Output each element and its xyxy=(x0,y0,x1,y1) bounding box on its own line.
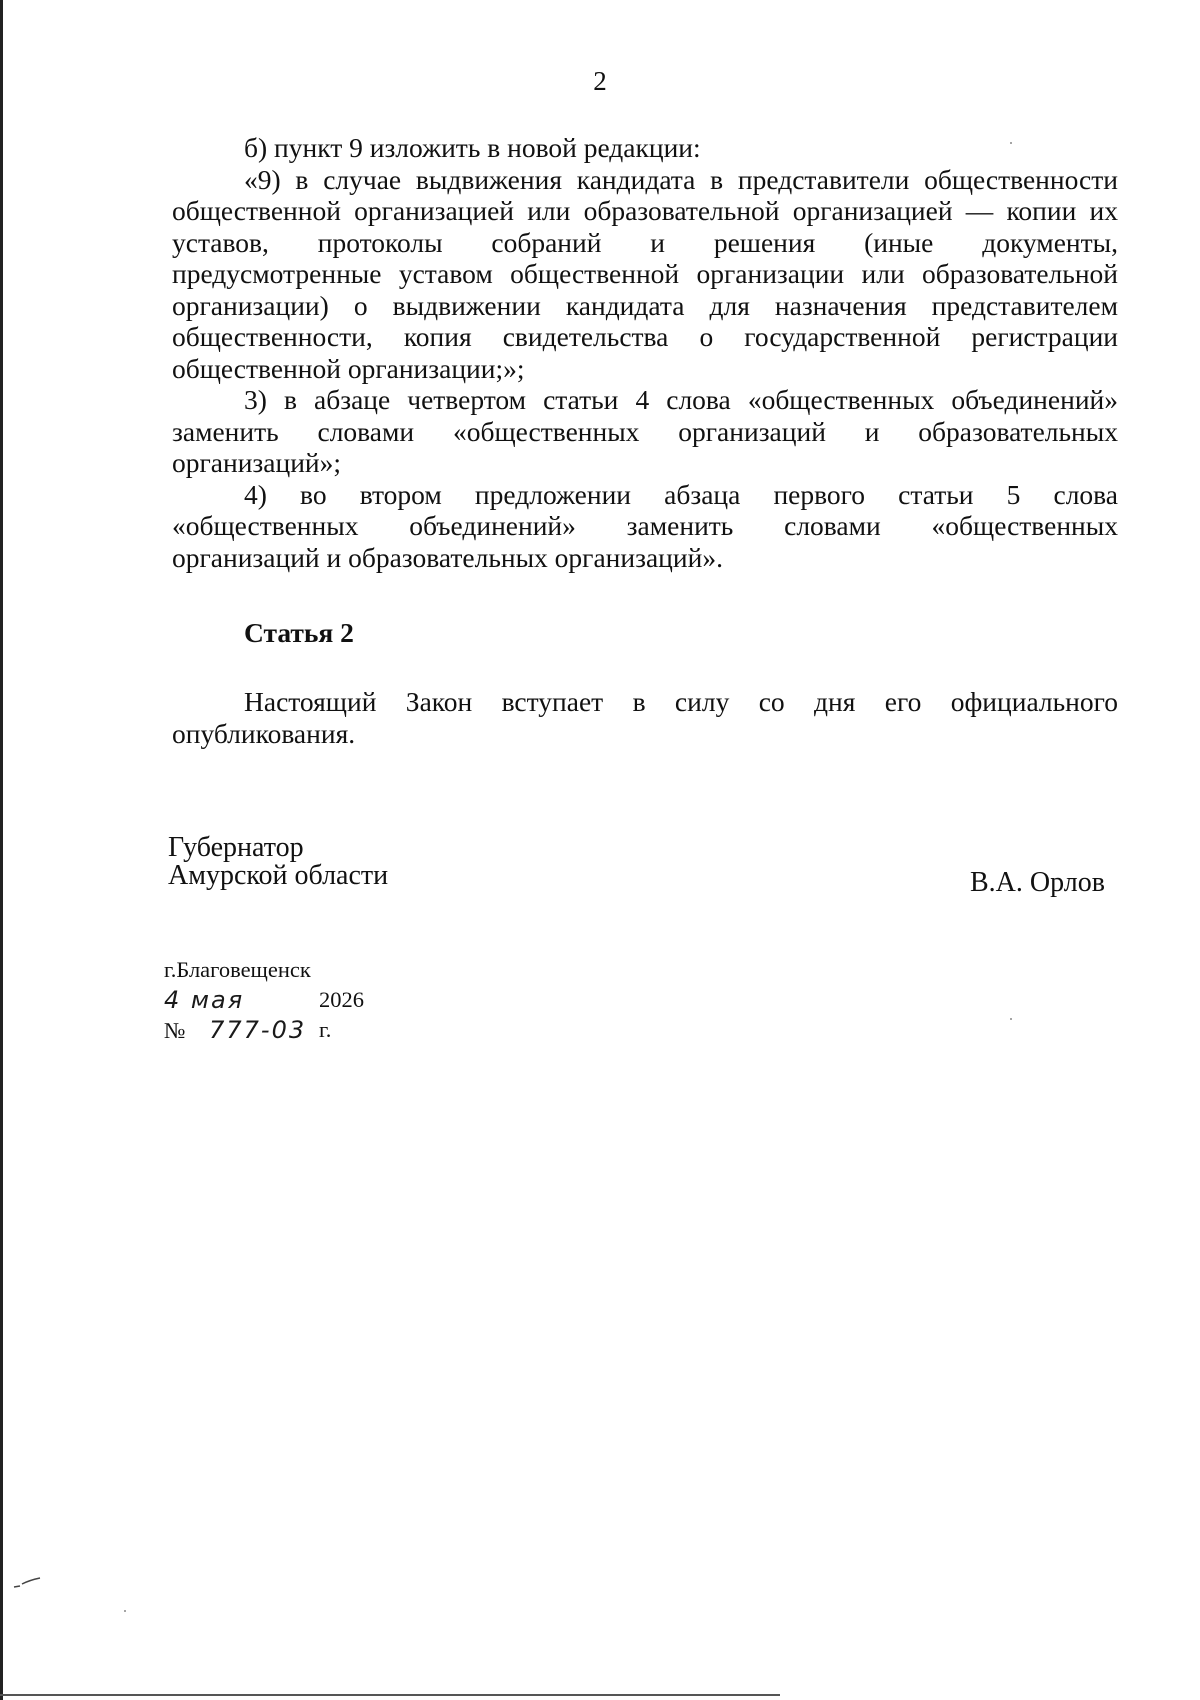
issuance-place: г.Благовещенск xyxy=(164,957,311,982)
handwritten-date: 4 мая xyxy=(164,986,245,1014)
scan-speck xyxy=(124,1610,126,1612)
paragraph-line: общественной организацией или образовательной организацией — копии их xyxy=(172,195,1118,226)
paragraph-line: предусмотренные уставом общественной организации или образовательной xyxy=(172,258,1118,289)
issuance-year: 2026 г. xyxy=(319,987,364,1042)
issuance-number-row xyxy=(164,1015,311,1045)
stray-pen-mark xyxy=(12,1575,42,1591)
article-text xyxy=(172,686,1118,749)
scan-edge-bottom xyxy=(0,1694,780,1696)
paragraph-line: 4) во втором предложении абзаца первого статьи 5 слова xyxy=(244,478,1118,510)
signatory-title-line: Амурской области xyxy=(168,860,389,891)
number-label: № xyxy=(164,1018,186,1043)
article-line: Настоящий Закон вступает в силу со дня его официального xyxy=(244,686,1118,717)
article-line: опубликования. xyxy=(172,717,356,749)
paragraph-line: 3) в абзаце четвертом статьи 4 слова «общественных объединений» xyxy=(244,384,1118,415)
paragraph-line: «общественных объединений» заменить словами «общественных xyxy=(172,510,1118,541)
paragraph-line: организаций и образовательных организаций». xyxy=(172,541,723,573)
page-number: 2 xyxy=(593,66,607,96)
paragraph-line: «9) в случае выдвижения кандидата в представители общественности xyxy=(244,163,1118,195)
handwritten-number: 777-03 xyxy=(209,1016,307,1044)
scan-edge-left xyxy=(0,0,3,1700)
paragraph-line: общественной организации;»; xyxy=(172,352,525,384)
scan-speck xyxy=(1010,1018,1012,1020)
issuance-block xyxy=(164,955,364,1045)
paragraph-line: организации) о выдвижении кандидата для назначения представителем xyxy=(172,289,1118,321)
paragraph-line: б) пункт 9 изложить в новой редакции: xyxy=(244,132,701,163)
paragraph-line: общественности, копия свидетельства о государственной регистрации xyxy=(172,321,1118,352)
paragraph-line: заменить словами «общественных организаций и образовательных xyxy=(172,415,1118,447)
article-heading: Статья 2 xyxy=(244,617,354,648)
signatory-title-line: Губернатор xyxy=(168,832,304,863)
paragraph-line: уставов, протоколы собраний и решения (иные документы, xyxy=(172,226,1118,258)
paragraph-line: организаций»; xyxy=(172,447,342,478)
signatory-name: В.А. Орлов xyxy=(970,867,1105,898)
scan-speck xyxy=(1010,142,1012,144)
amendment-text xyxy=(172,132,1118,573)
signatory-title xyxy=(168,834,388,890)
